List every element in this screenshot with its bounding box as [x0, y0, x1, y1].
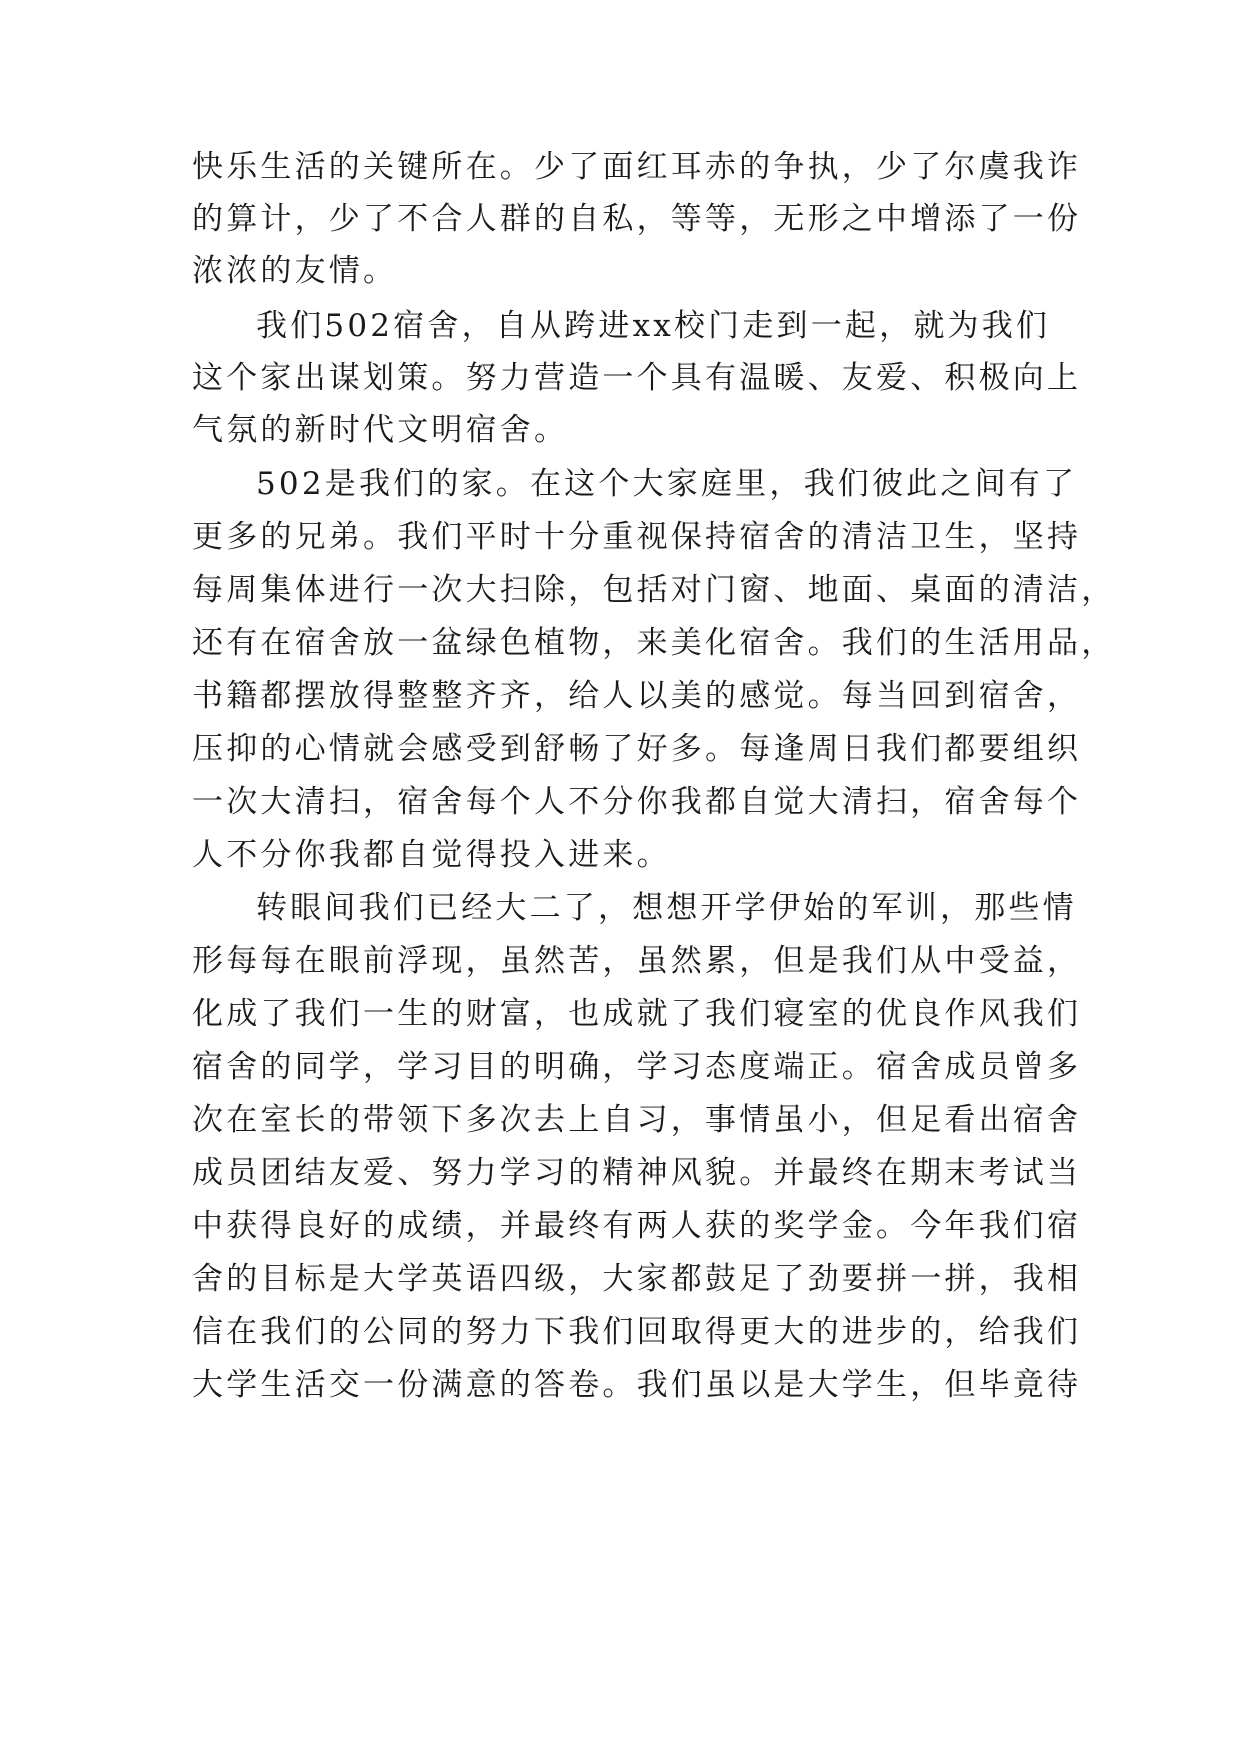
text-line: 宿舍的同学，学习目的明确，学习态度端正。宿舍成员曾多 [192, 1049, 1082, 1085]
text-line: 气氛的新时代文明宿舍。 [192, 412, 569, 448]
text-line: 快乐生活的关键所在。少了面红耳赤的争执，少了尔虞我诈 [192, 149, 1082, 185]
text-line: 舍的目标是大学英语四级，大家都鼓足了劲要拼一拼，我相 [192, 1261, 1082, 1297]
text-line: 浓浓的友情。 [192, 253, 398, 289]
text-line: 化成了我们一生的财富，也成就了我们寝室的优良作风我们 [192, 996, 1082, 1032]
text-line: 形每每在眼前浮现，虽然苦，虽然累，但是我们从中受益， [192, 943, 1082, 979]
text-line: 一次大清扫，宿舍每个人不分你我都自觉大清扫，宿舍每个 [192, 784, 1082, 820]
text-line: 的算计，少了不合人群的自私，等等，无形之中增添了一份 [192, 201, 1082, 237]
text-line: 这个家出谋划策。努力营造一个具有温暖、友爱、积极向上 [192, 360, 1082, 396]
text-line: 人不分你我都自觉得投入进来。 [192, 837, 671, 873]
paragraph-first-line: 502是我们的家。在这个大家庭里，我们彼此之间有了 [256, 466, 1078, 502]
paragraph-first-line: 我们502宿舍，自从跨进xx校门走到一起，就为我们 [256, 308, 1051, 344]
text-line: 压抑的心情就会感受到舒畅了好多。每逢周日我们都要组织 [192, 731, 1082, 767]
text-line: 次在室长的带领下多次去上自习，事情虽小，但足看出宿舍 [192, 1102, 1082, 1138]
text-line: 大学生活交一份满意的答卷。我们虽以是大学生，但毕竟待 [192, 1367, 1082, 1403]
paragraph-first-line: 转眼间我们已经大二了，想想开学伊始的军训，那些情 [256, 890, 1077, 926]
text-line: 书籍都摆放得整整齐齐，给人以美的感觉。每当回到宿舍， [192, 678, 1082, 714]
text-line: 成员团结友爱、努力学习的精神风貌。并最终在期末考试当 [192, 1155, 1082, 1191]
text-line: 中获得良好的成绩，并最终有两人获的奖学金。今年我们宿 [192, 1208, 1082, 1244]
text-line: 还有在宿舍放一盆绿色植物，来美化宿舍。我们的生活用品， [192, 625, 1116, 661]
text-line: 每周集体进行一次大扫除，包括对门窗、地面、桌面的清洁， [192, 572, 1116, 608]
text-line: 更多的兄弟。我们平时十分重视保持宿舍的清洁卫生，坚持 [192, 519, 1082, 555]
text-line: 信在我们的公同的努力下我们回取得更大的进步的，给我们 [192, 1314, 1082, 1350]
